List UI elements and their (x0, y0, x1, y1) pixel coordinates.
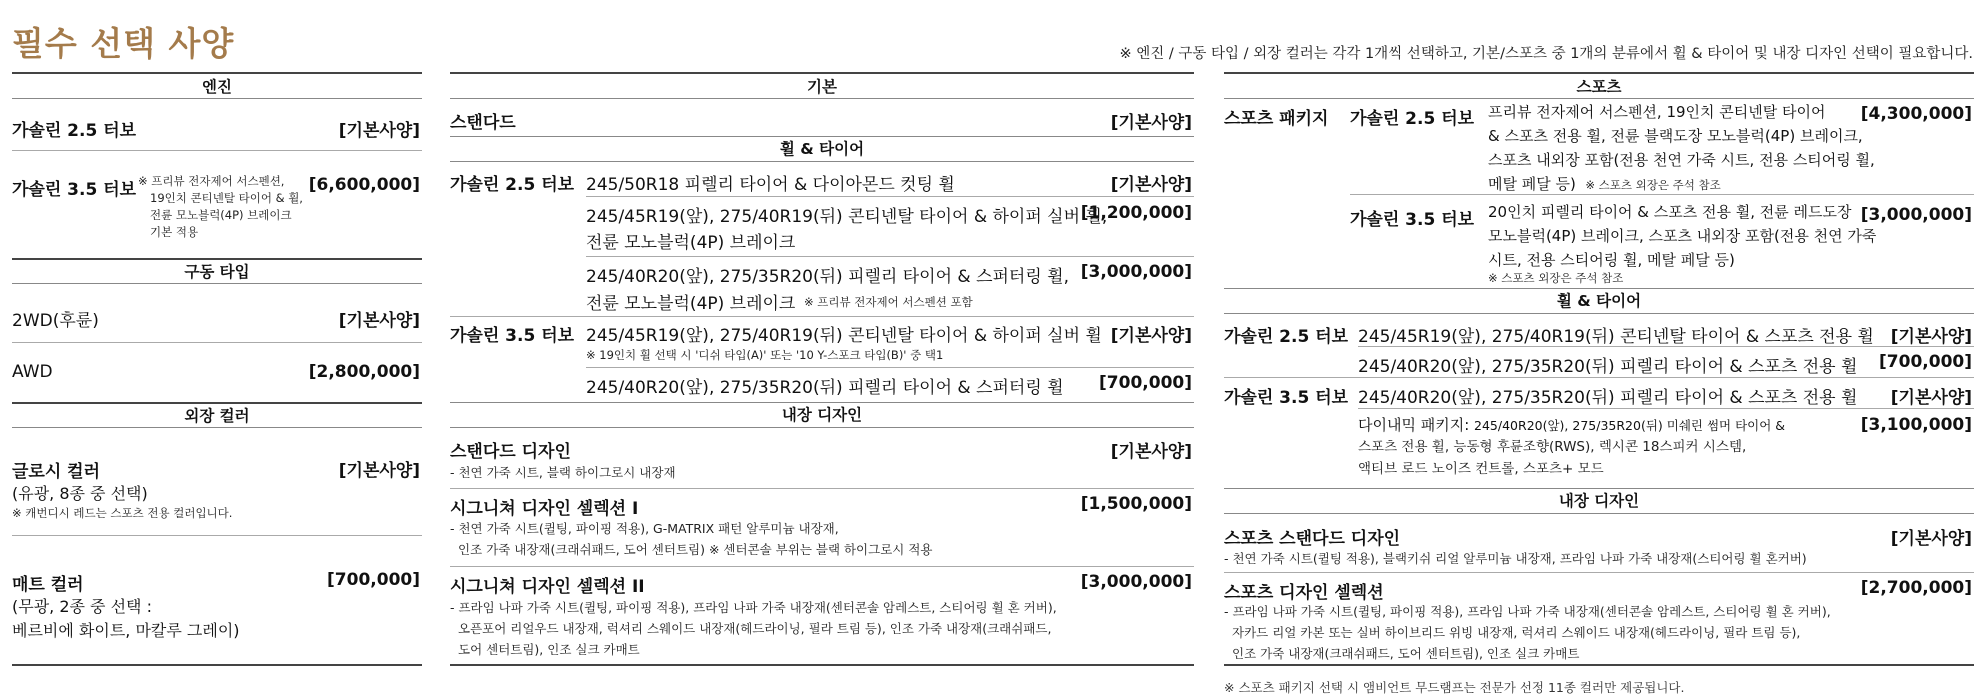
wheel-option: 245/45R19(앞), 275/40R19(뒤) 콘티넨탈 타이어 & 하이퍼 실버 휠, (586, 207, 1108, 227)
drive-price: [기본사양] (338, 311, 420, 331)
color-note: ※ 캐번디시 레드는 스포츠 전용 컬러입니다. (12, 506, 233, 520)
sport-column (1224, 72, 1974, 666)
interior-name: 스포츠 디자인 셀렉션 (1224, 583, 1384, 603)
basic-header: 기본 (450, 72, 1194, 99)
engine-label: 가솔린 2.5 터보 (450, 175, 575, 195)
wheel-price: [기본사양] (1890, 388, 1972, 408)
wheel-option: 245/40R20(앞), 275/35R20(뒤) 피렐리 타이어 & 스퍼터링 휠 (586, 378, 1064, 398)
interior-header: 내장 디자인 (1224, 488, 1974, 514)
package-desc: 프리뷰 전자제어 서스펜션, 19인치 콘티넨탈 타이어 & 스포츠 전용 휠, 전륜 블랙도장 모노블럭(4P) 브레이크, 스포츠 내외장 포함(전용 천연 가죽 시트, 전용 스티어링 휠, 메탈 페달 등) ※ 스포츠 외장은 주석 참조 (1488, 103, 1875, 193)
engine-label: 가솔린 3.5 터보 (1224, 388, 1349, 408)
engine-label: 가솔린 3.5 터보 (450, 326, 575, 346)
interior-desc: 오픈포어 리얼우드 내장재, 럭셔리 스웨이드 내장재(헤드라이닝, 필라 트림 등), 인조 가죽 내장재(크래쉬패드, (458, 621, 1052, 636)
wheel-price: [3,000,000] (1080, 262, 1192, 282)
interior-price: [1,500,000] (1080, 494, 1192, 514)
dynamic-package: 다이내믹 패키지: 245/40R20(앞), 275/35R20(뒤) 미쉐린 썸머 타이어 & (1358, 416, 1786, 434)
drive-name: AWD (12, 362, 53, 382)
interior-name: 시그니쳐 디자인 셀렉션 II (450, 577, 645, 597)
wheel-option: 245/40R20(앞), 275/35R20(뒤) 피렐리 타이어 & 스포츠 전용 휠 (1358, 357, 1858, 377)
wheel-option: 245/40R20(앞), 275/35R20(뒤) 피렐리 타이어 & 스퍼터링 휠, (586, 267, 1070, 287)
color-sub: 베르비에 화이트, 마칼루 그레이) (12, 621, 240, 640)
wheel-price: [700,000] (1879, 352, 1972, 372)
engine-label: 가솔린 3.5 터보 (1350, 210, 1475, 230)
engine-note: ※ 프리뷰 전자제어 서스펜션, 19인치 콘티넨탈 타이어 & 휠, 전륜 모노블럭(4P) 브레이크 기본 적용 (138, 174, 303, 239)
interior-name: 스탠다드 디자인 (450, 442, 571, 462)
wheel-price: [3,100,000] (1860, 415, 1972, 435)
engine-name: 가솔린 3.5 터보 (12, 180, 137, 200)
wheel-note: ※ 프리뷰 전자제어 서스펜션 포함 (804, 295, 973, 309)
interior-desc: 인조 가죽 내장재(크래쉬패드, 도어 센터트림) ※ 센터콘솔 부위는 블랙 하이그로시 적용 (458, 542, 933, 557)
trim-price: [기본사양] (1110, 113, 1192, 133)
sport-header: 스포츠 (1224, 72, 1974, 99)
package-note: ※ 스포츠 외장은 주석 참조 (1585, 178, 1721, 192)
drive-price: [2,800,000] (308, 362, 420, 382)
page-title: 필수 선택 사양 (12, 24, 235, 63)
selection-instruction-note: ※ 엔진 / 구동 타입 / 외장 컬러는 각각 1개씩 선택하고, 기본/스포츠 중 1개의 분류에서 휠 & 타이어 및 내장 디자인 선택이 필요합니다. (1119, 46, 1973, 62)
wheel-tire-header: 휠 & 타이어 (1224, 288, 1974, 314)
sport-package-label: 스포츠 패키지 (1224, 109, 1329, 129)
interior-header: 내장 디자인 (450, 402, 1194, 428)
interior-price: [기본사양] (1110, 442, 1192, 462)
engine-price: [기본사양] (338, 121, 420, 141)
wheel-tire-header: 휠 & 타이어 (450, 136, 1194, 162)
package-note: ※ 스포츠 외장은 주석 참조 (1488, 271, 1624, 285)
wheel-price: [1,200,000] (1080, 203, 1192, 223)
wheel-option: 245/45R19(앞), 275/40R19(뒤) 콘티넨탈 타이어 & 스포츠 전용 휠 (1358, 327, 1874, 347)
engine-header: 엔진 (12, 72, 422, 99)
engine-price: [6,600,000] (308, 175, 420, 195)
interior-desc: - 천연 가죽 시트(퀼팅, 파이핑 적용), G-MATRIX 패턴 알루미늄 내장재, (450, 521, 839, 536)
wheel-option: 245/40R20(앞), 275/35R20(뒤) 피렐리 타이어 & 스포츠 전용 휠 (1358, 388, 1858, 408)
dynamic-package-desc: 스포츠 전용 휠, 능동형 후륜조향(RWS), 렉시콘 18스피커 시스템, 액티브 로드 노이즈 컨트롤, 스포츠+ 모드 (1358, 439, 1747, 477)
color-price: [기본사양] (338, 461, 420, 481)
trim-name: 스탠다드 (450, 113, 516, 133)
wheel-option: 245/50R18 피렐리 타이어 & 다이아몬드 컷팅 휠 (586, 175, 955, 195)
left-column (12, 72, 422, 666)
interior-price: [3,000,000] (1080, 572, 1192, 592)
interior-desc: 자카드 리얼 카본 또는 실버 하이브리드 위빙 내장재, 럭셔리 스웨이드 내장재(헤드라이닝, 필라 트림 등), (1232, 625, 1801, 640)
interior-price: [기본사양] (1890, 529, 1972, 549)
color-name: 매트 컬러 (12, 575, 84, 595)
color-name: 글로시 컬러 (12, 462, 101, 482)
package-price: [3,000,000] (1860, 205, 1972, 225)
interior-desc: - 천연 가죽 시트, 블랙 하이그로시 내장재 (450, 465, 676, 480)
wheel-price: [기본사양] (1890, 327, 1972, 347)
wheel-price: [700,000] (1099, 373, 1192, 393)
wheel-note: ※ 19인치 휠 선택 시 '디쉬 타입(A)' 또는 '10 Y-스포크 타입(B)' 중 택1 (586, 348, 944, 362)
engine-label: 가솔린 2.5 터보 (1224, 327, 1349, 347)
package-desc: 20인치 피렐리 타이어 & 스포츠 전용 휠, 전륜 레드도장 모노블럭(4P) 브레이크, 스포츠 내외장 포함(전용 천연 가죽 시트, 전용 스티어링 휠, 메탈 페달 등) (1488, 203, 1877, 269)
interior-desc: - 천연 가죽 시트(퀼팅 적용), 블랙키쉬 리얼 알루미늄 내장재, 프라임 나파 가죽 내장재(스티어링 휠 혼커버) (1224, 551, 1807, 566)
drive-type-header: 구동 타입 (12, 258, 422, 284)
color-sub: (유광, 8종 중 선택) (12, 484, 148, 503)
basic-column (450, 72, 1194, 666)
wheel-option: 전륜 모노블럭(4P) 브레이크 (586, 233, 796, 253)
wheel-price: [기본사양] (1110, 175, 1192, 195)
interior-desc: 인조 가죽 내장재(크래쉬패드, 도어 센터트림), 인조 실크 카매트 (1232, 646, 1580, 661)
color-price: [700,000] (327, 570, 420, 590)
drive-name: 2WD(후륜) (12, 311, 99, 331)
wheel-option: 전륜 모노블럭(4P) 브레이크 (586, 294, 796, 314)
interior-desc: - 프라임 나파 가죽 시트(퀼팅, 파이핑 적용), 프라임 나파 가죽 내장재(센터콘솔 암레스트, 스티어링 휠 혼 커버), (450, 600, 1057, 615)
wheel-option: 245/45R19(앞), 275/40R19(뒤) 콘티넨탈 타이어 & 하이퍼 실버 휠 (586, 326, 1102, 346)
package-price: [4,300,000] (1860, 104, 1972, 124)
interior-price: [2,700,000] (1860, 578, 1972, 598)
color-sub: (무광, 2종 중 선택 : (12, 597, 152, 616)
sport-package-footnote: ※ 스포츠 패키지 선택 시 앰비언트 무드램프는 전문가 선정 11종 컬러만 제공됩니다. (1224, 680, 1685, 695)
wheel-price: [기본사양] (1110, 326, 1192, 346)
engine-label: 가솔린 2.5 터보 (1350, 109, 1475, 129)
interior-name: 시그니쳐 디자인 셀렉션 I (450, 499, 639, 519)
interior-desc: 도어 센터트림), 인조 실크 카매트 (458, 642, 640, 657)
interior-desc: - 프라임 나파 가죽 시트(퀼팅, 파이핑 적용), 프라임 나파 가죽 내장재(센터콘솔 암레스트, 스티어링 휠 혼 커버), (1224, 604, 1831, 619)
engine-name: 가솔린 2.5 터보 (12, 121, 137, 141)
interior-name: 스포츠 스탠다드 디자인 (1224, 529, 1401, 549)
exterior-color-header: 외장 컬러 (12, 402, 422, 428)
